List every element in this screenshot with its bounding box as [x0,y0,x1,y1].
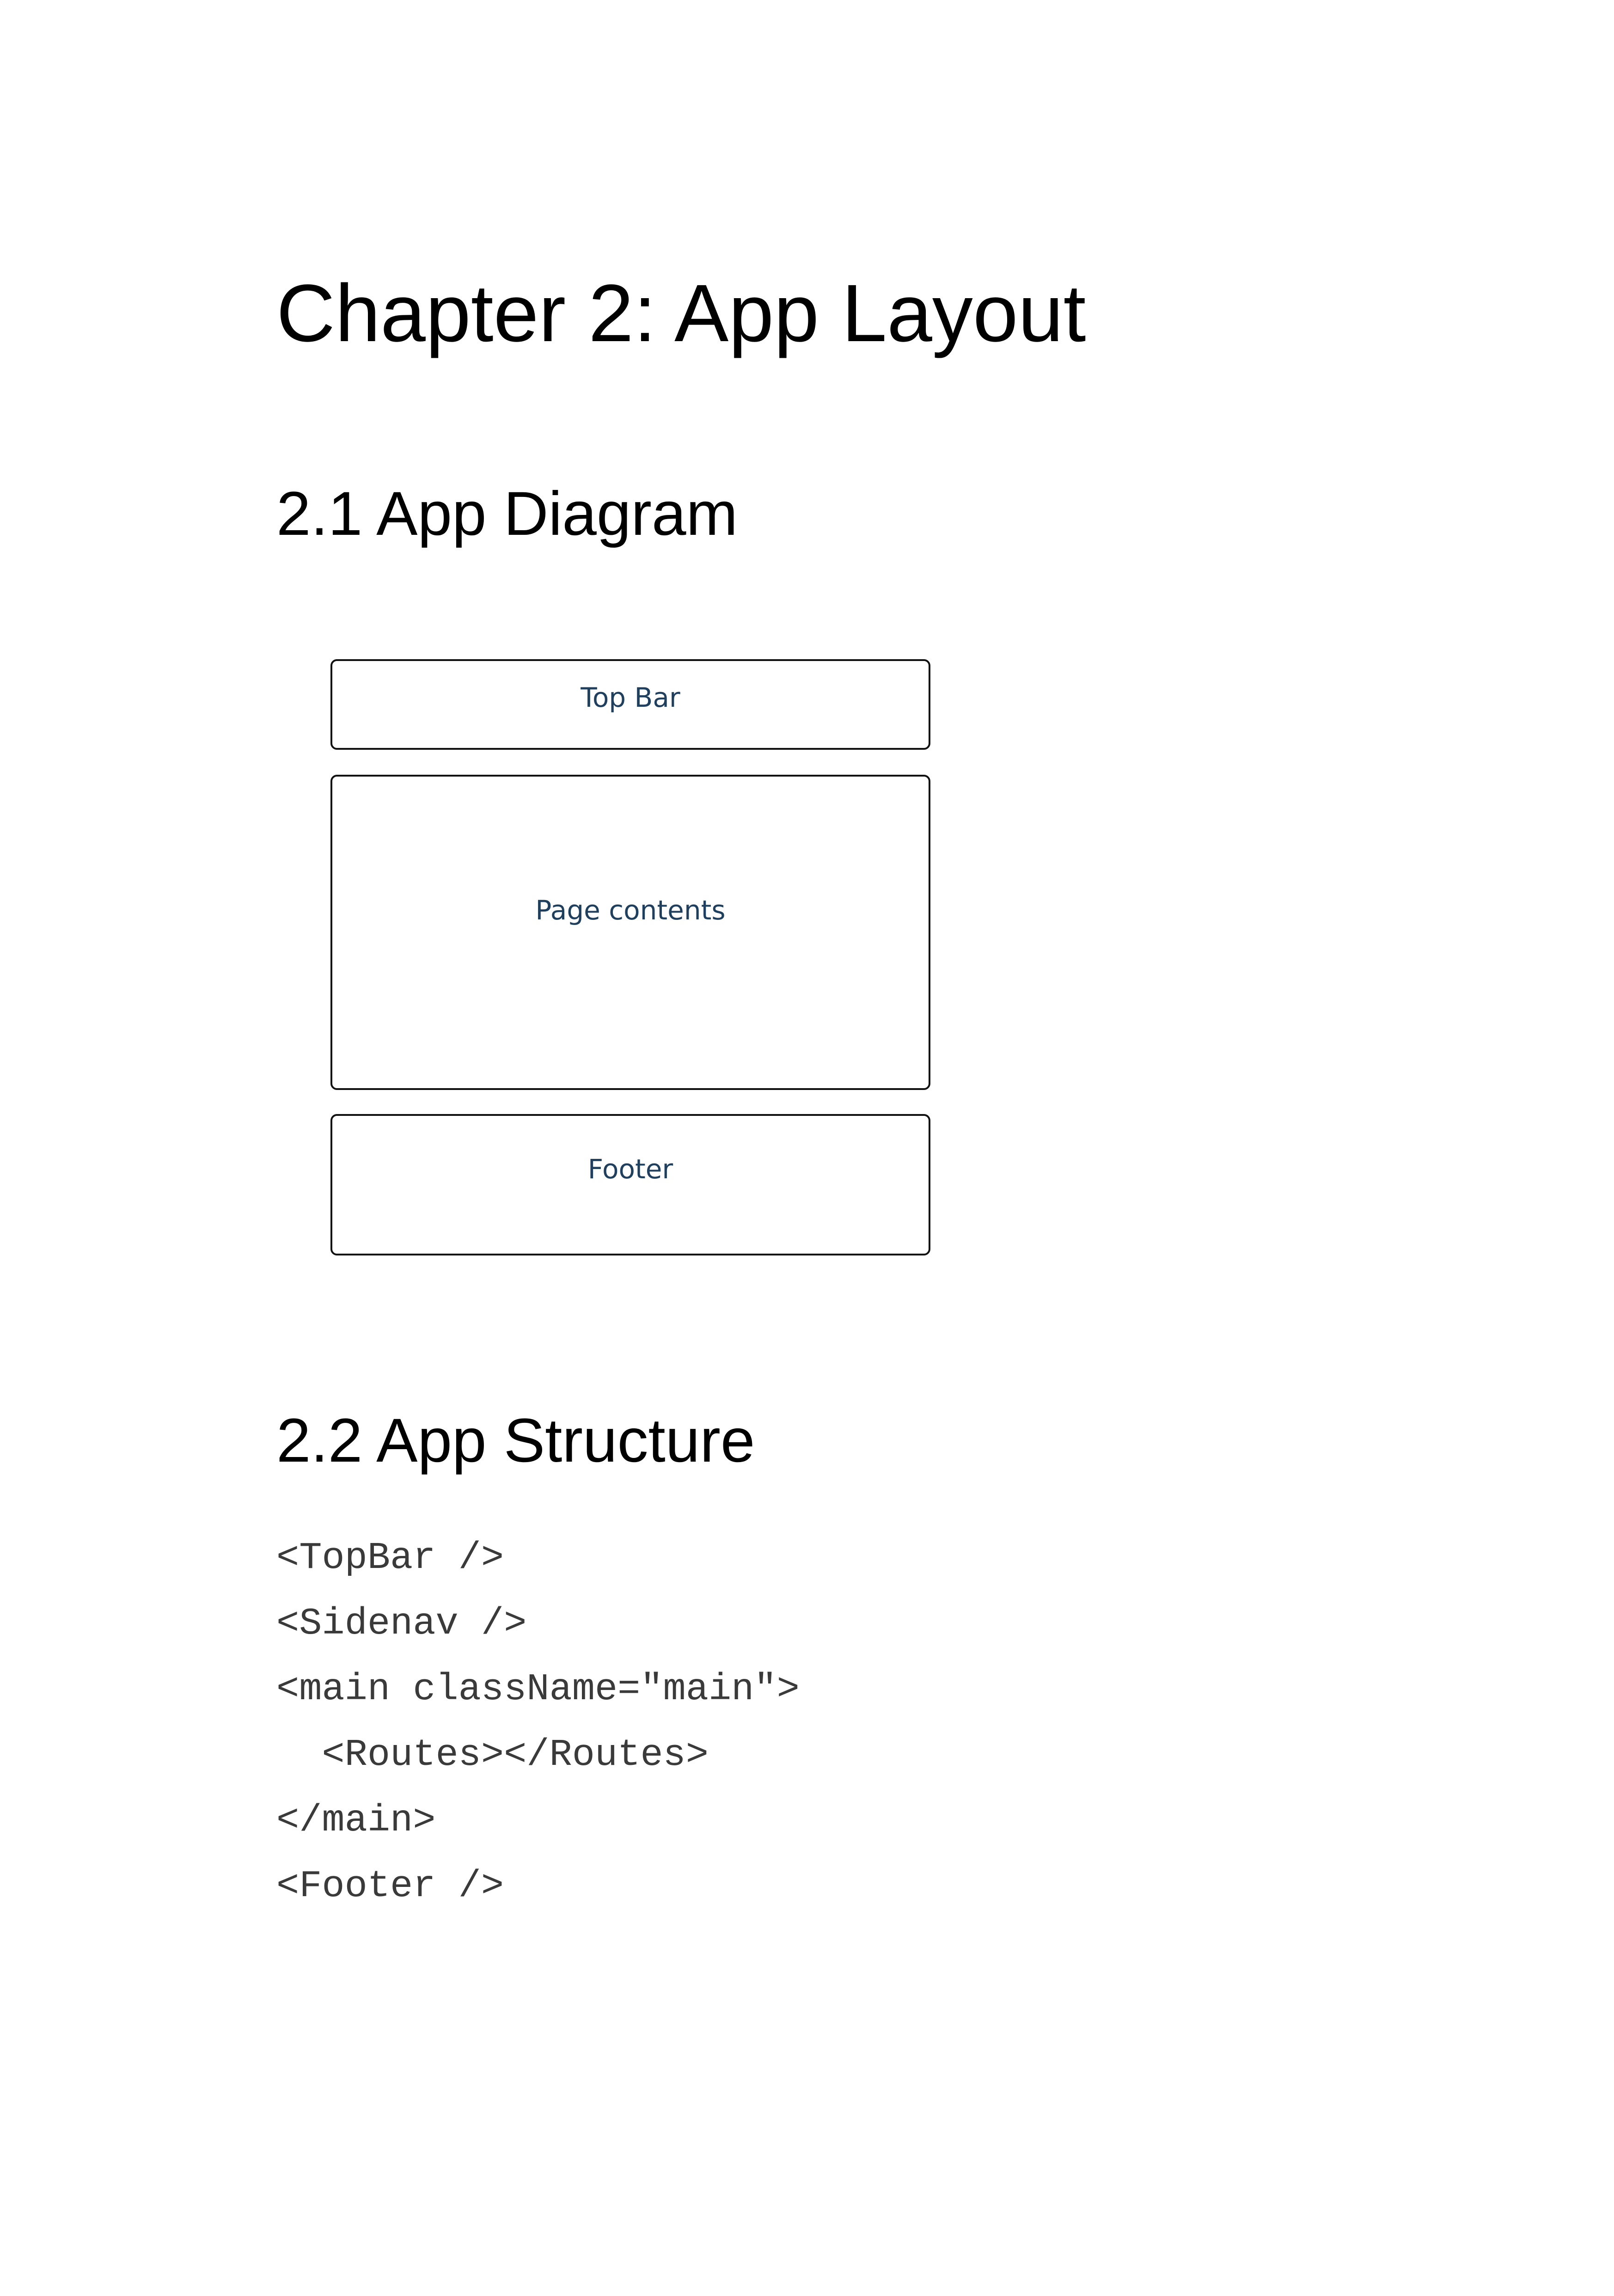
diagram-label-page-contents: Page contents [535,894,726,926]
diagram-box-page-contents [330,775,930,1090]
page-title: Chapter 2: App Layout [276,268,1086,359]
code-line: <TopBar /> [276,1537,504,1580]
diagram-box-top-bar [330,659,930,750]
code-line: <Sidenav /> [276,1602,527,1645]
section-heading-app-structure: 2.2 App Structure [276,1406,755,1475]
diagram-label-footer: Footer [587,1153,673,1185]
diagram-label-top-bar: Top Bar [581,682,680,713]
diagram-box-footer [330,1114,930,1255]
section-heading-app-diagram: 2.1 App Diagram [276,479,738,548]
code-line: <Routes></Routes> [276,1733,709,1776]
code-line: <Footer /> [276,1865,504,1908]
code-line: <main className="main"> [276,1668,800,1711]
code-line: </main> [276,1799,436,1842]
code-block [276,1539,800,1933]
